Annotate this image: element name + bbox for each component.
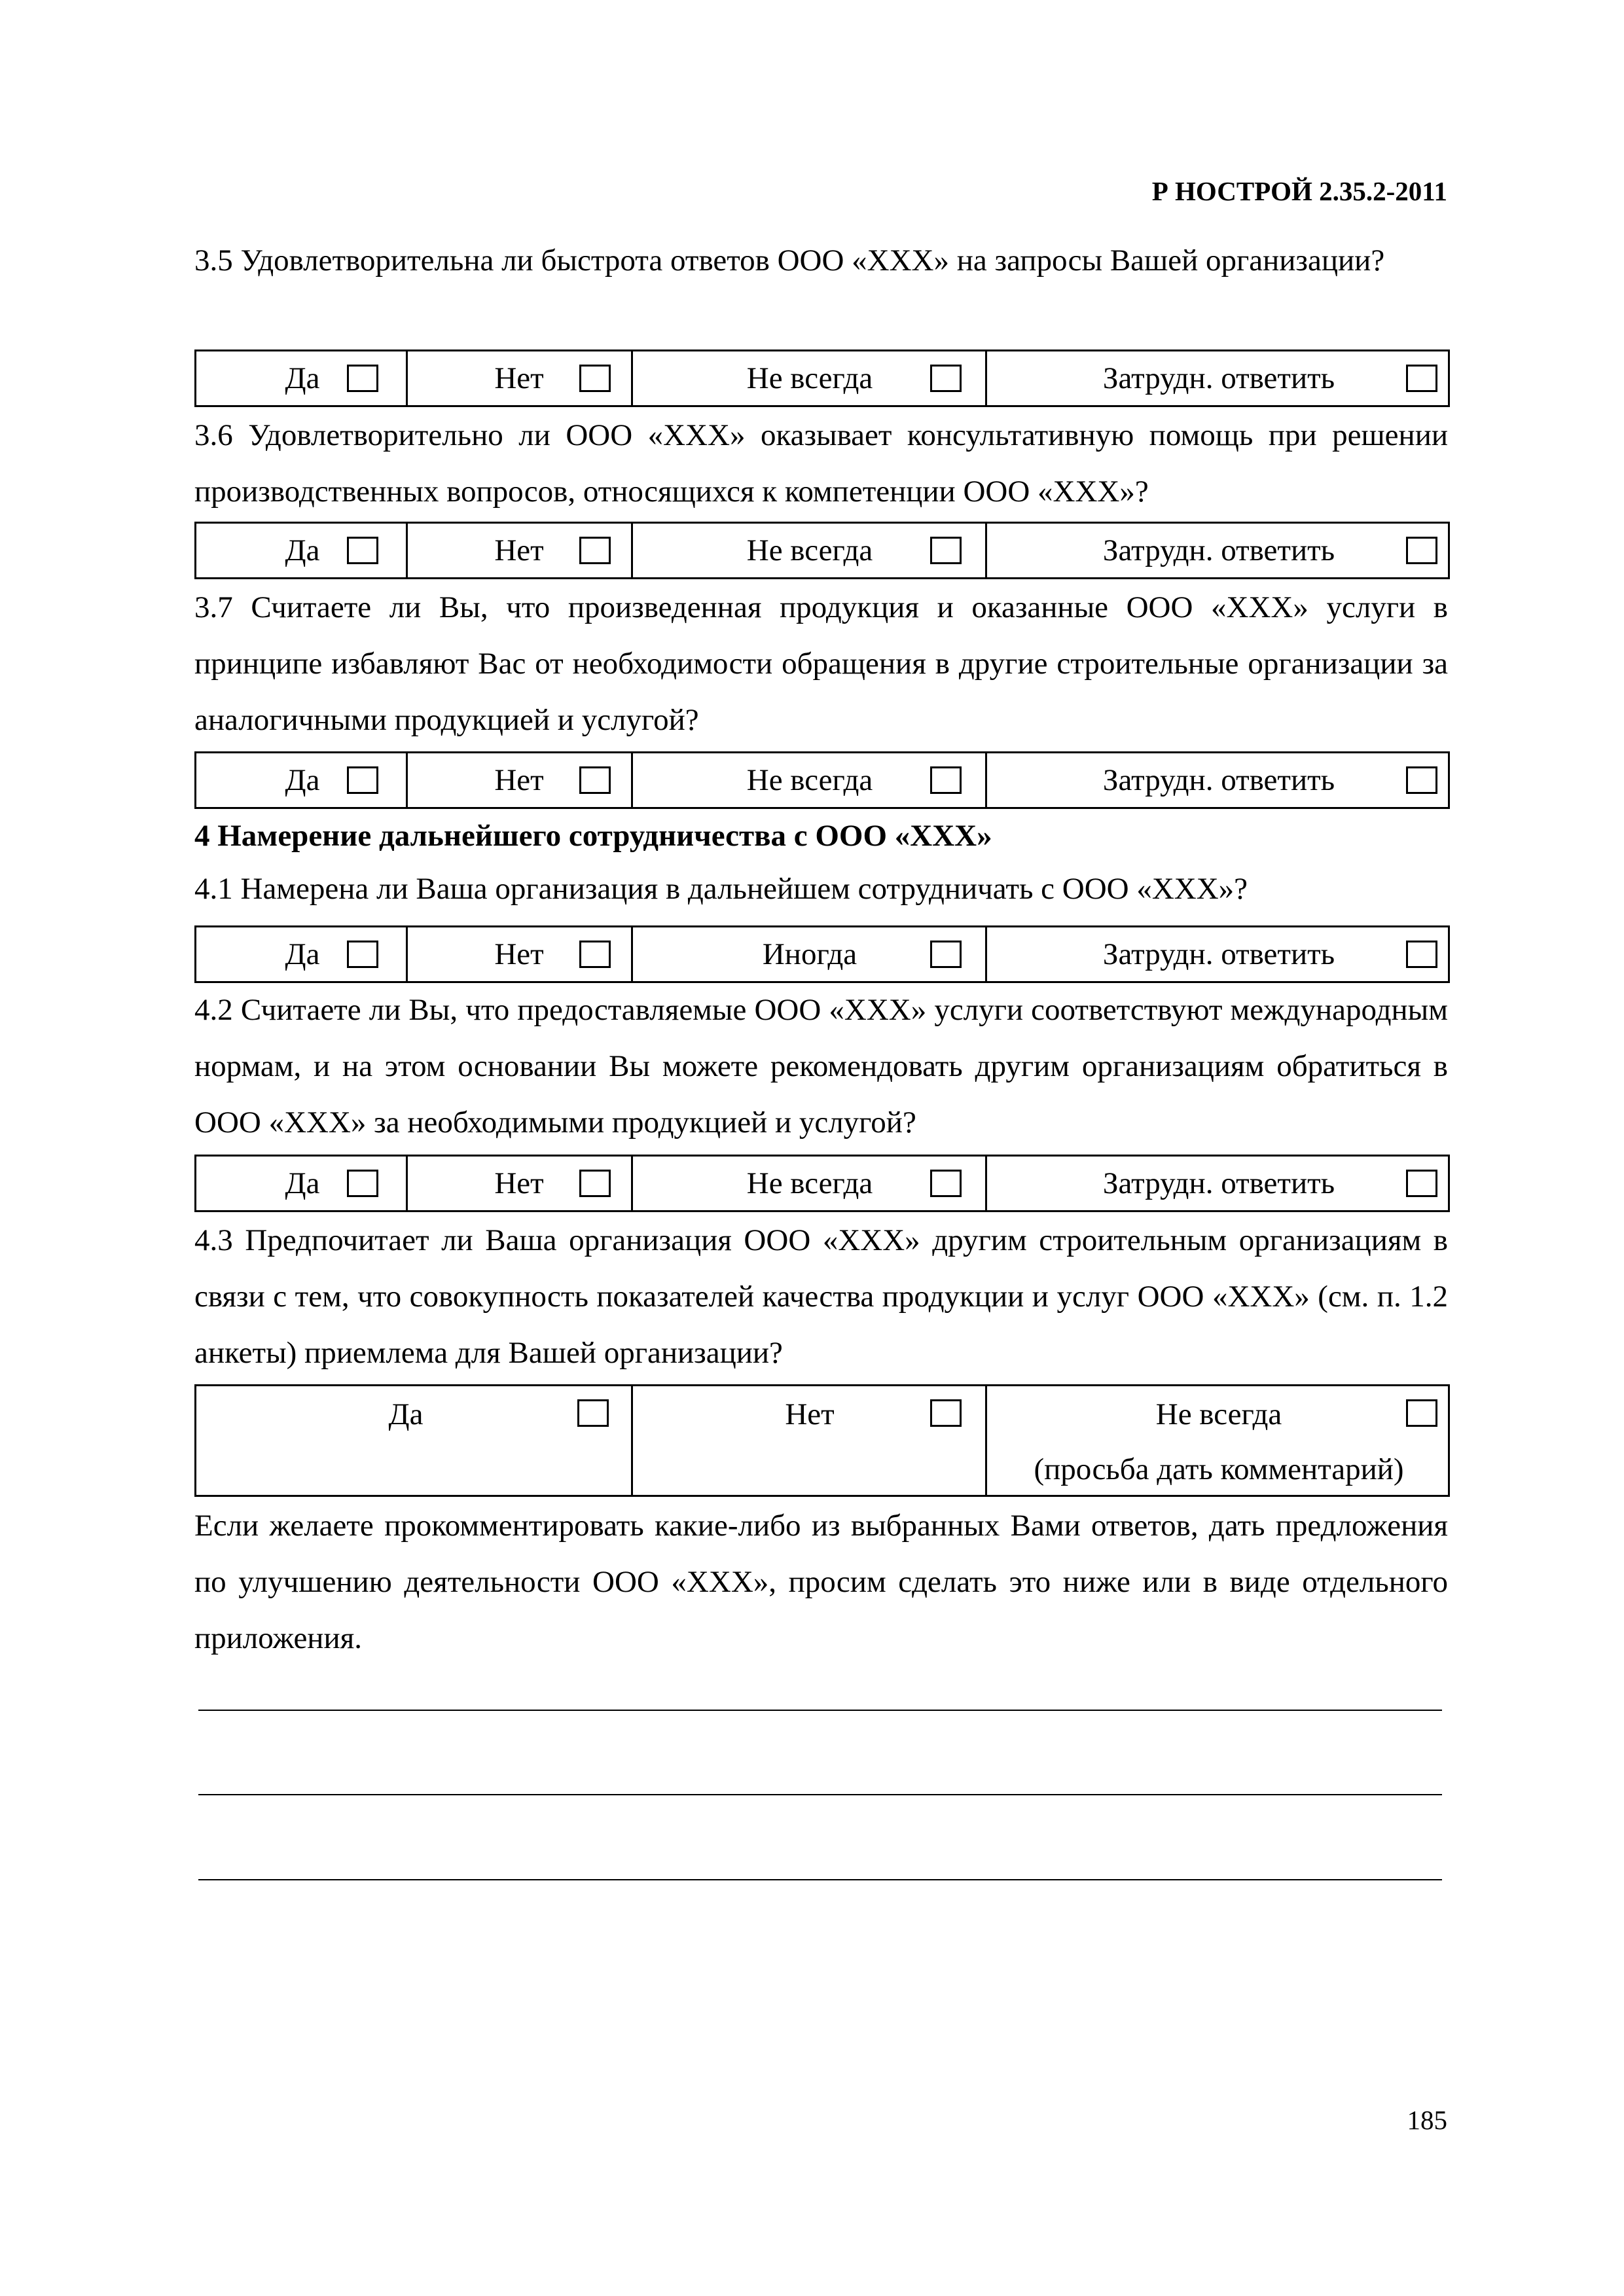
option-hard-label: Затрудн. ответить [1102, 1166, 1335, 1200]
closing-instructions: Если желаете прокомментировать какие-либо из выбранных Вами ответов, дать предложения по улучшению деятельности ООО «ХХХ», просим сделать это ниже или в виде отдельного приложения. [194, 1509, 1448, 1655]
option-hard-label: Затрудн. ответить [1102, 763, 1335, 797]
option-hard-checkbox[interactable] [1406, 537, 1437, 564]
option-not-always-label: Не всегда [746, 1166, 873, 1200]
document-code: Р НОСТРОЙ 2.35.2-2011 [1151, 176, 1447, 206]
comment-line-1[interactable] [198, 1710, 1442, 1711]
question-3-7: 3.7 Считаете ли Вы, что произведенная продукция и оказанные ООО «ХХХ» услуги в принципе избавляют Вас от необходимости обращения в другие строительные организации за аналогичными продукцией и услугой? [194, 590, 1448, 737]
question-4-2: 4.2 Считаете ли Вы, что предоставляемые ООО «ХХХ» услуги соответствуют международным нормам, и на этом основании Вы можете рекомендовать другим организациям обратиться в ООО «ХХХ» за необходимыми продукцией и услугой? [194, 993, 1448, 1139]
option-yes-label: Да [388, 1397, 424, 1431]
option-hard-checkbox[interactable] [1406, 365, 1437, 392]
question-3-5: 3.5 Удовлетворительна ли быстрота ответов ООО «ХХХ» на запросы Вашей организации? [194, 243, 1385, 278]
page-number: 185 [1407, 2105, 1447, 2135]
option-no-label: Нет [494, 937, 544, 971]
option-not-always-checkbox[interactable] [930, 537, 962, 564]
option-hard-checkbox[interactable] [1406, 766, 1437, 794]
option-sometimes-label: Иногда [762, 937, 857, 971]
question-4-3: 4.3 Предпочитает ли Ваша организация ООО «ХХХ» другим строительным организациям в связи с тем, что совокупность показателей качества продукции и услуг ООО «ХХХ» (см. п. 1.2 анкеты) приемлема для Вашей организации? [194, 1223, 1448, 1370]
option-yes-label: Да [285, 937, 320, 971]
option-yes-checkbox[interactable] [347, 941, 378, 968]
option-hard-label: Затрудн. ответить [1102, 361, 1335, 395]
answer-table-4-3 [194, 1384, 1450, 1497]
option-not-always-label: Не всегда [746, 763, 873, 797]
option-no-label: Нет [494, 361, 544, 395]
option-not-always-checkbox[interactable] [930, 1170, 962, 1197]
option-sometimes-checkbox[interactable] [930, 941, 962, 968]
option-hard-label: Затрудн. ответить [1102, 937, 1335, 971]
comment-line-3[interactable] [198, 1879, 1442, 1880]
option-not-always-checkbox[interactable] [1406, 1399, 1437, 1427]
option-no-checkbox[interactable] [579, 1170, 611, 1197]
option-yes-checkbox[interactable] [347, 365, 378, 392]
option-not-always-checkbox[interactable] [930, 365, 962, 392]
answer-table-4-2 [194, 1155, 1450, 1212]
answer-table-3-6 [194, 522, 1450, 579]
answer-table-4-1 [194, 925, 1450, 983]
option-not-always-label: Не всегда [746, 533, 873, 567]
option-no-label: Нет [785, 1397, 835, 1431]
option-no-label: Нет [494, 533, 544, 567]
option-comment-note: (просьба дать комментарий) [1034, 1452, 1404, 1486]
option-no-checkbox[interactable] [579, 766, 611, 794]
option-yes-label: Да [285, 533, 320, 567]
option-no-label: Нет [494, 763, 544, 797]
answer-table-3-5 [194, 350, 1450, 407]
option-not-always-label: Не всегда [746, 361, 873, 395]
option-hard-checkbox[interactable] [1406, 1170, 1437, 1197]
option-not-always-label: Не всегда [1155, 1397, 1282, 1431]
question-4-1: 4.1 Намерена ли Ваша организация в дальнейшем сотрудничать с ООО «ХХХ»? [194, 872, 1248, 906]
option-yes-checkbox[interactable] [347, 537, 378, 564]
option-yes-label: Да [285, 1166, 320, 1200]
option-no-checkbox[interactable] [579, 941, 611, 968]
option-yes-checkbox[interactable] [347, 766, 378, 794]
option-not-always-checkbox[interactable] [930, 766, 962, 794]
option-yes-checkbox[interactable] [577, 1399, 609, 1427]
option-yes-label: Да [285, 361, 320, 395]
option-no-checkbox[interactable] [930, 1399, 962, 1427]
question-3-6: 3.6 Удовлетворительно ли ООО «ХХХ» оказывает консультативную помощь при решении производственных вопросов, относящихся к компетенции ООО «ХХХ»? [194, 418, 1448, 509]
option-no-checkbox[interactable] [579, 365, 611, 392]
option-yes-label: Да [285, 763, 320, 797]
option-no-checkbox[interactable] [579, 537, 611, 564]
option-hard-checkbox[interactable] [1406, 941, 1437, 968]
comment-line-2[interactable] [198, 1794, 1442, 1795]
answer-table-3-7 [194, 751, 1450, 809]
section-4-heading: 4 Намерение дальнейшего сотрудничества с ООО «ХХХ» [194, 819, 992, 853]
option-yes-checkbox[interactable] [347, 1170, 378, 1197]
option-hard-label: Затрудн. ответить [1102, 533, 1335, 567]
option-no-label: Нет [494, 1166, 544, 1200]
